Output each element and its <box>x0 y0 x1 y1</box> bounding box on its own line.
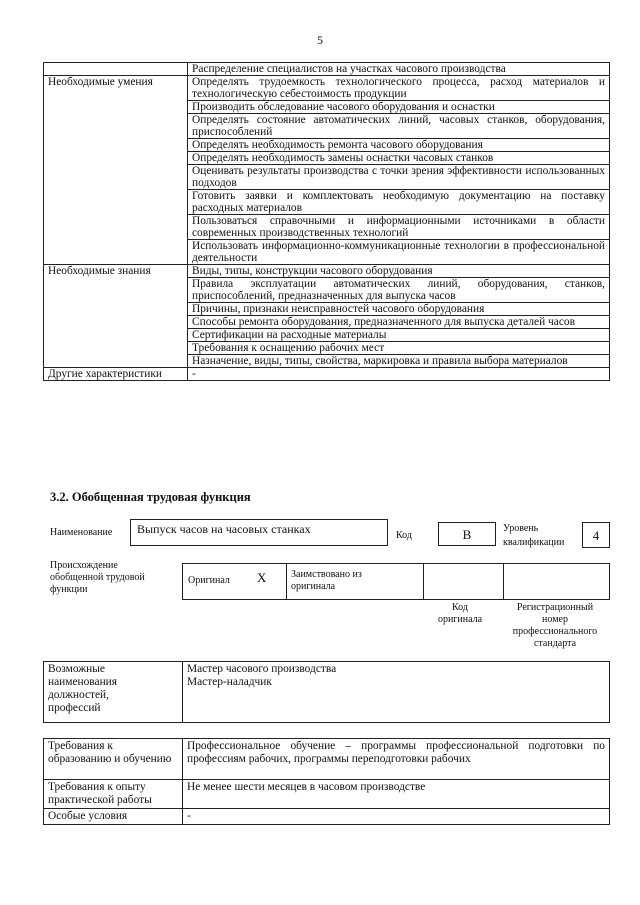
positions-value-cell <box>183 662 610 723</box>
value-cell: - <box>188 368 610 381</box>
position-2: Мастер-наладчик <box>187 676 272 688</box>
value-cell: Определять состояние автоматических линий, часовых станков, оборудования, приспособлений <box>188 114 610 139</box>
category-cell: Другие характеристики <box>44 368 188 381</box>
position-1: Мастер часового производства <box>187 663 337 675</box>
value-cell: Пользоваться справочными и информационными источниками в области современных производственных технологий <box>188 215 610 240</box>
origin-label-2: обобщенной трудовой <box>50 572 145 583</box>
value-cell: Сертификации на расходные материалы <box>188 329 610 342</box>
table-row <box>44 809 610 825</box>
positions-label-1: Возможные <box>48 663 105 675</box>
table-row <box>44 662 610 723</box>
value-cell: Виды, типы, конструкции часового оборудования <box>188 265 610 278</box>
borrowed-label-1: Заимствовано из <box>291 569 362 580</box>
reg-label-1: Регистрационный <box>516 602 594 613</box>
requirement-value: Профессиональное обучение – программы профессиональной подготовки по профессиям рабочих, программы переподготовки рабочих <box>183 739 610 780</box>
requirement-value: - <box>183 809 610 825</box>
orig-code-label-1: Код <box>452 602 468 613</box>
category-cell: Необходимые знания <box>44 265 188 368</box>
value-cell: Определять необходимость замены оснастки часовых станков <box>188 152 610 165</box>
value-cell: Определять трудоемкость технологического процесса, расход материалов и технологическую себестоимость продукции <box>188 76 610 101</box>
reg-label-3: профессионального <box>512 626 598 637</box>
origin-label-3: функции <box>50 584 88 595</box>
skills-knowledge-table <box>43 62 610 381</box>
positions-label-4: профессий <box>48 702 101 714</box>
divider <box>286 564 287 599</box>
divider <box>423 564 424 599</box>
table-row <box>44 368 610 381</box>
reg-label-2: номер <box>542 614 568 625</box>
origin-label-1: Происхождение <box>50 560 118 571</box>
value-cell: Производить обследование часового оборудования и оснастки <box>188 101 610 114</box>
value-cell: Использовать информационно-коммуникационные технологии в профессиональной деятельности <box>188 240 610 265</box>
positions-label-3: должностей, <box>48 689 110 701</box>
table-row <box>44 76 610 101</box>
value-cell: Причины, признаки неисправностей часового оборудования <box>188 303 610 316</box>
value-cell: Назначение, виды, типы, свойства, маркировка и правила выбора материалов <box>188 355 610 368</box>
level-value: 4 <box>582 522 610 548</box>
original-mark: X <box>257 570 267 585</box>
value-cell: Готовить заявки и комплектовать необходимую документацию на поставку расходных материалов <box>188 190 610 215</box>
table-row <box>44 265 610 278</box>
value-cell: Оценивать результаты производства с точки зрения эффективности использованных подходов <box>188 165 610 190</box>
code-label: Код <box>396 530 412 541</box>
level-label-1: Уровень <box>503 523 539 534</box>
value-cell: Способы ремонта оборудования, предназначенного для выпуска деталей часов <box>188 316 610 329</box>
value-cell: Требования к оснащению рабочих мест <box>188 342 610 355</box>
borrowed-label-2: оригинала <box>291 581 336 592</box>
positions-table <box>43 661 610 723</box>
positions-label-cell <box>44 662 183 723</box>
original-label: Оригинал <box>188 575 230 586</box>
section-title: 3.2. Обобщенная трудовая функция <box>50 490 251 504</box>
requirement-label: Особые условия <box>44 809 183 825</box>
origin-box <box>182 563 610 600</box>
requirements-table <box>43 738 610 825</box>
value-cell: Определять необходимость ремонта часового оборудования <box>188 139 610 152</box>
table-row <box>44 780 610 809</box>
name-value: Выпуск часов на часовых станках <box>130 519 388 546</box>
table-row <box>44 63 610 76</box>
name-label: Наименование <box>50 527 113 538</box>
code-value: В <box>438 522 496 546</box>
divider <box>503 564 504 599</box>
value-cell: Правила эксплуатации автоматических линий, оборудования, станков, приспособлений, предназначенных для выпуска часов <box>188 278 610 303</box>
value-cell: Распределение специалистов на участках часового производства <box>188 63 610 76</box>
orig-code-label-2: оригинала <box>437 614 483 625</box>
positions-label-2: наименования <box>48 676 118 688</box>
category-cell <box>44 63 188 76</box>
level-label-2: квалификации <box>503 537 565 548</box>
table-row <box>44 739 610 780</box>
requirement-label: Требования к образованию и обучению <box>44 739 183 780</box>
category-cell: Необходимые умения <box>44 76 188 265</box>
reg-label-4: стандарта <box>533 638 577 649</box>
requirement-label: Требования к опыту практической работы <box>44 780 183 809</box>
page-number: 5 <box>317 33 323 47</box>
requirement-value: Не менее шести месяцев в часовом производстве <box>183 780 610 809</box>
